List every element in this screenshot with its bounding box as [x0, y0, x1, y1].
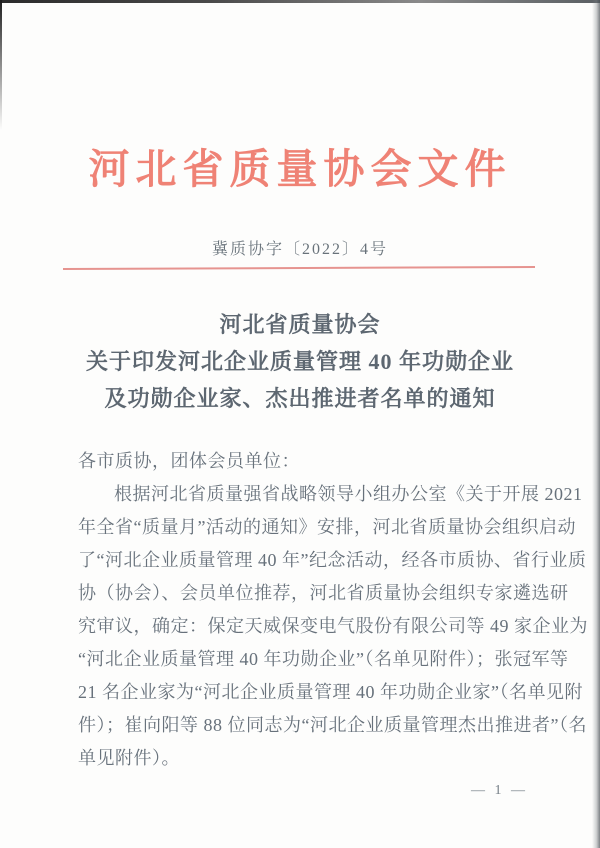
- body-text-line: 件）；崔向阳等 88 位同志为“河北企业质量管理杰出推进者”（名: [78, 715, 587, 735]
- scan-artifact-right-edge: [592, 0, 600, 848]
- document-title-line-3: 及功勋企业家、杰出推进者名单的通知: [104, 386, 496, 411]
- document-title-line-1: 河北省质量协会: [219, 312, 381, 337]
- document-title-line-2: 关于印发河北企业质量管理 40 年功勋企业: [85, 349, 514, 374]
- body-text-line: 协（协会）、会员单位推荐，河北省质量协会组织专家遴选研: [78, 583, 569, 603]
- body-salutation-line: 各市质协，团体会员单位：: [78, 451, 300, 471]
- body-text-line: 单见附件）。: [78, 748, 180, 768]
- body-text-line: 了“河北企业质量管理 40 年”纪念活动，经各市质协、省行业质: [78, 550, 587, 570]
- page-number: — 1 —: [471, 783, 528, 798]
- body-text-line: 21 名企业家为“河北企业质量管理 40 年功勋企业家”（名单见附: [78, 682, 583, 702]
- document-letterhead-title: 河北省质量协会文件: [88, 146, 512, 192]
- document-title: [60, 306, 540, 417]
- document-reference-number: 冀质协字〔2022〕4号: [211, 241, 388, 258]
- body-text-line: 根据河北省质量强省战略领导小组办公室《关于开展 2021: [114, 484, 583, 504]
- red-divider-line: [63, 266, 535, 270]
- body-text-line: 究审议，确定：保定天威保变电气股份有限公司等 49 家企业为: [78, 616, 588, 636]
- scan-artifact-top-edge: [0, 0, 600, 3]
- scan-artifact-left-edge: [0, 0, 2, 130]
- document-body: [78, 445, 588, 775]
- body-text-line: “河北企业质量管理 40 年功勋企业”（名单见附件）；张冠军等: [78, 649, 569, 669]
- body-text-line: 年全省“质量月”活动的通知》安排，河北省质量协会组织启动: [78, 517, 576, 537]
